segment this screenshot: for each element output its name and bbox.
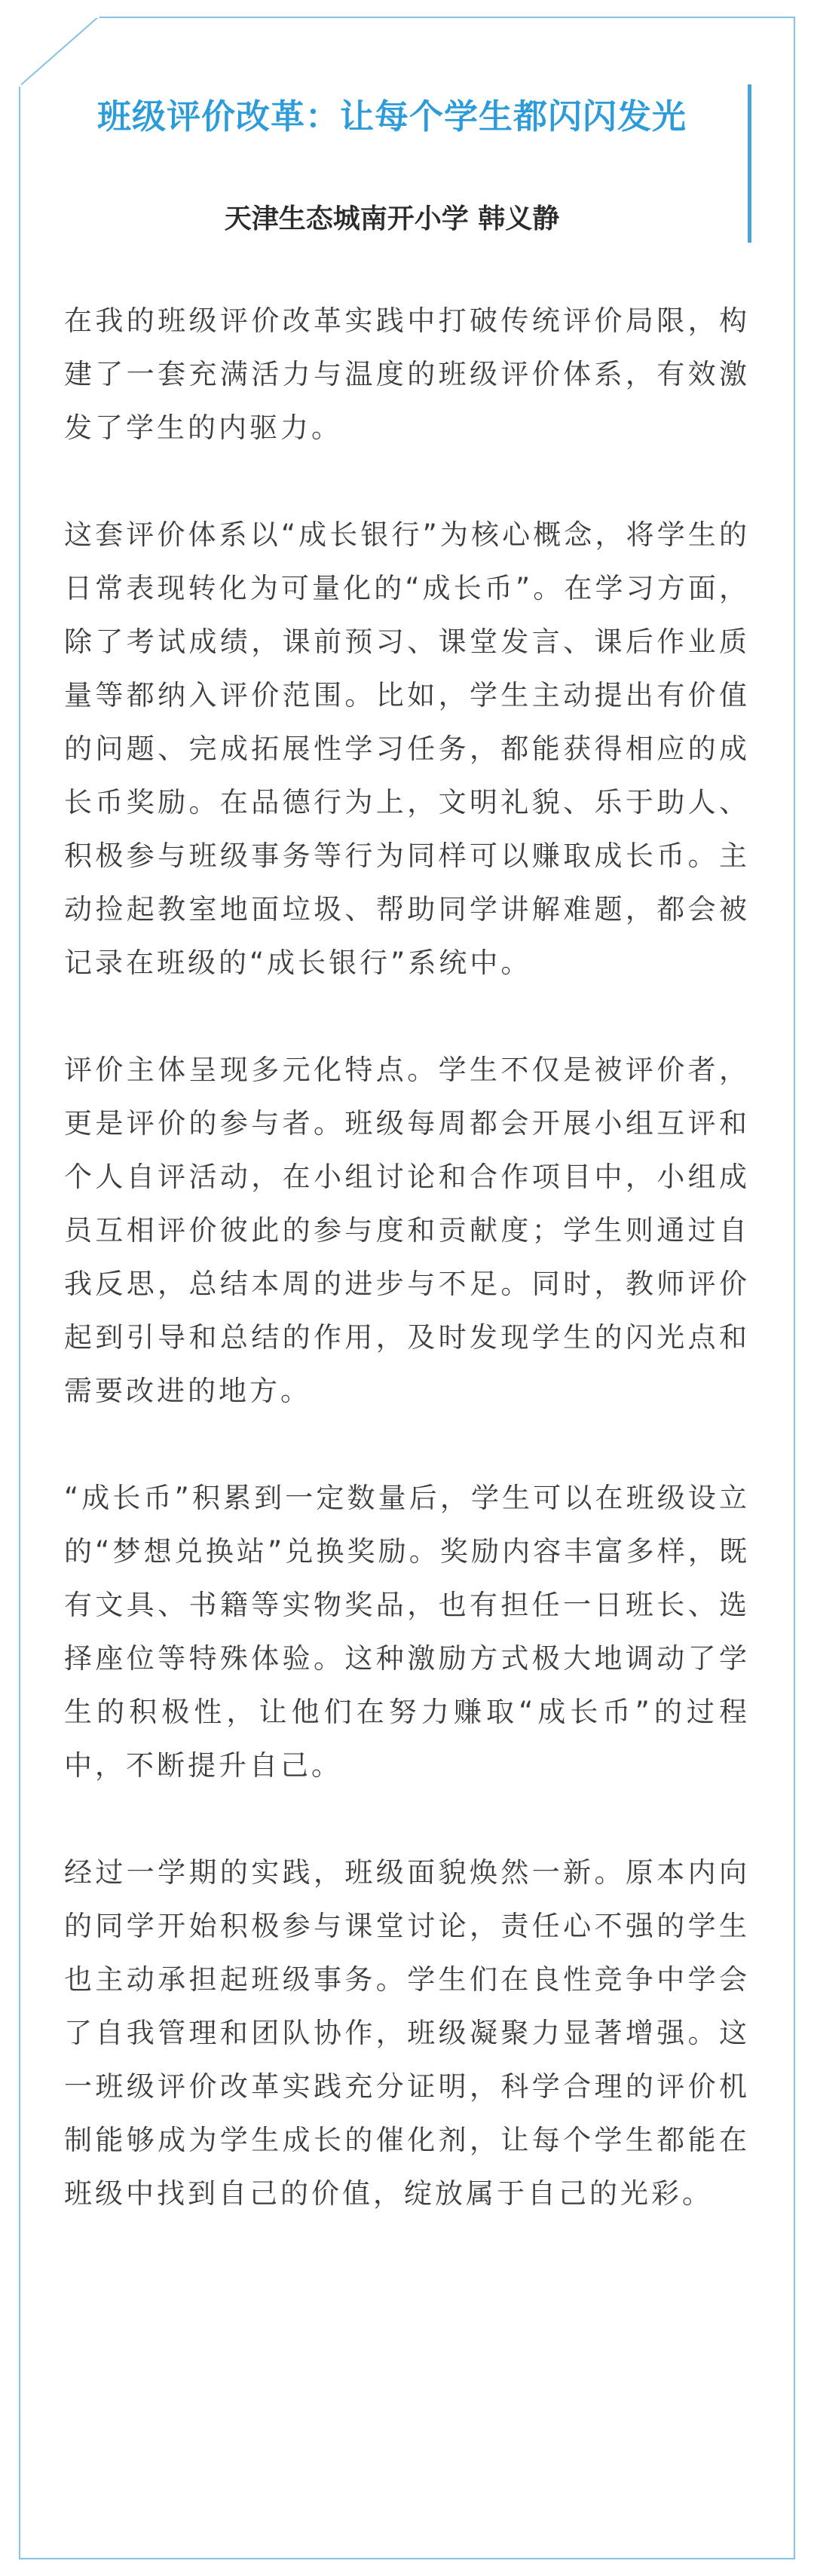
paragraph-dream-exchange: “成长币”积累到一定数量后，学生可以在班级设立的“梦想兑换站”兑换奖励。奖励内容丰富多样，既有文具、书籍等实物奖品，也有担任一日班长、选择座位等特殊体验。这种激励方式极大地调动了学生的积极性，让他们在努力赚取“成长币”的过程中，不断提升自己。 xyxy=(64,1482,750,1782)
corner-fold-decoration xyxy=(15,14,102,89)
paragraph-growth-bank: 这套评价体系以“成长银行”为核心概念，将学生的日常表现转化为可量化的“成长币”。在学习方面，除了考试成绩，课前预习、课堂发言、课后作业质量等都纳入评价范围。比如，学生主动提出有价值的问题、完成拓展性学习任务，都能获得相应的成长币奖励。在品德行为上，文明礼貌、乐于助人、积极参与班级事务等行为同样可以赚取成长币。主动捡起教室地面垃圾、帮助同学讲解难题，都会被记录在班级的“成长银行”系统中。 xyxy=(64,519,750,979)
article-author: 天津生态城南开小学 韩义静 xyxy=(224,203,560,234)
paragraph-intro: 在我的班级评价改革实践中打破传统评价局限，构建了一套充满活力与温度的班级评价体系，有效激发了学生的内驱力。 xyxy=(64,304,750,444)
paragraph-diverse-evaluation: 评价主体呈现多元化特点。学生不仅是被评价者，更是评价的参与者。班级每周都会开展小组互评和个人自评活动，在小组讨论和合作项目中，小组成员互相评价彼此的参与度和贡献度；学生则通过自我反思，总结本周的进步与不足。同时，教师评价起到引导和总结的作用，及时发现学生的闪光点和需要改进的地方。 xyxy=(64,1054,750,1407)
article-body xyxy=(64,294,750,2274)
title-accent-bar xyxy=(748,84,751,243)
paragraph-conclusion: 经过一学期的实践，班级面貌焕然一新。原本内向的同学开始积极参与课堂讨论，责任心不强的学生也主动承担起班级事务。学生们在良性竞争中学会了自我管理和团队协作，班级凝聚力显著增强。这一班级评价改革实践充分证明，科学合理的评价机制能够成为学生成长的催化剂，让每个学生都能在班级中找到自己的价值，绽放属于自己的光彩。 xyxy=(64,1856,750,2210)
article-title: 班级评价改革：让每个学生都闪闪发光 xyxy=(96,96,687,136)
